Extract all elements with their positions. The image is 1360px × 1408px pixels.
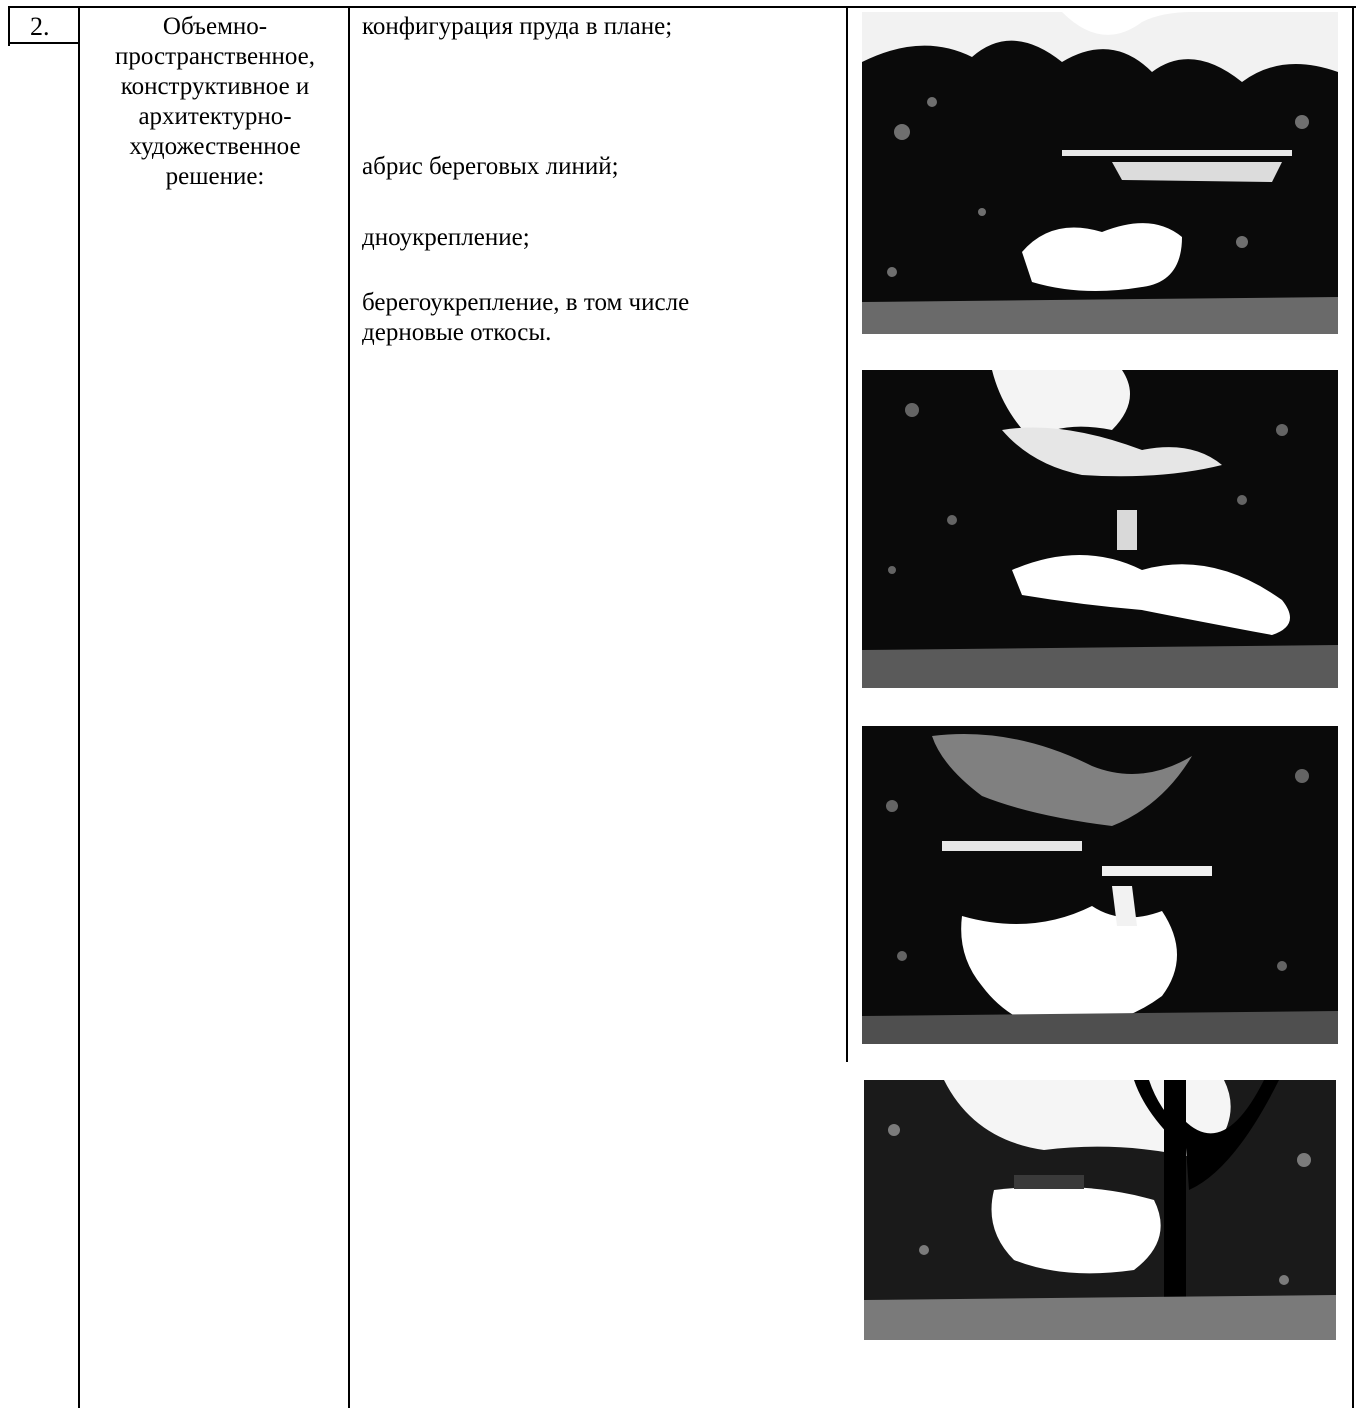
pond-trees-foreground-photo <box>864 1080 1336 1340</box>
pond-reflection-photo <box>862 726 1338 1044</box>
section-title-line: конструктивное и <box>120 73 310 100</box>
element-item: конфигурация пруда в плане; <box>362 13 673 40</box>
pond-with-bridge-photo <box>862 12 1338 334</box>
section-title-line: решение: <box>165 163 265 190</box>
column-divider-2 <box>348 6 350 1408</box>
column-divider-3 <box>846 6 848 1062</box>
element-item: дноукрепление; <box>362 224 530 251</box>
element-item: берегоукрепление, в том числе дерновые откосы. <box>362 289 690 346</box>
column-divider-1 <box>78 6 80 1408</box>
section-title-line: художественное <box>129 133 301 160</box>
section-title-line: Объемно- <box>162 13 268 40</box>
element-item: абрис береговых линий; <box>362 153 619 180</box>
section-title-line: архитектурно- <box>138 103 292 130</box>
row-number: 2. <box>30 12 50 41</box>
section-title <box>82 12 348 192</box>
section-title-line: пространственное, <box>115 43 315 70</box>
table-header-divider <box>8 42 80 44</box>
table-left-border <box>8 6 10 46</box>
table-top-border <box>8 6 1356 8</box>
table-right-border <box>1352 6 1354 1408</box>
pond-trees-photo <box>862 370 1338 688</box>
